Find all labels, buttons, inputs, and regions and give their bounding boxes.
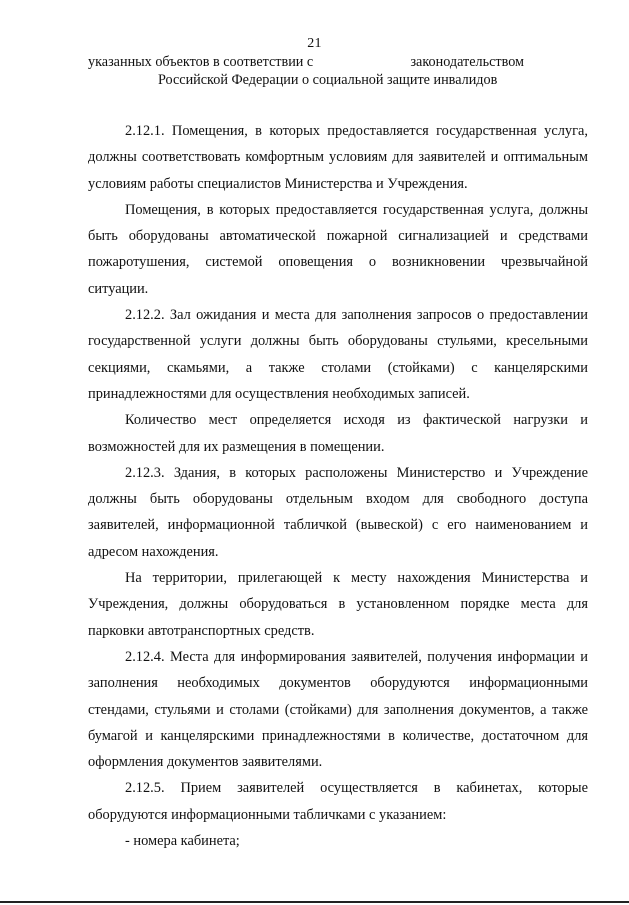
bottom-scan-edge <box>0 901 629 903</box>
heading-line-1 <box>88 54 524 71</box>
paragraph-2-12-1: 2.12.1. Помещения, в которых предоставляется государственная услуга, должны соответствовать комфортным условиям для заявителей и оптимальным условиям работы специалистов Министерства и Учреждения. <box>88 123 588 192</box>
heading-line-1-right: законодательством <box>410 54 524 70</box>
heading-line-2: Российской Федерации о социальной защите инвалидов <box>158 72 498 88</box>
list-item-room-number: - номера кабинета; <box>125 833 240 850</box>
page-number: 21 <box>307 36 322 51</box>
heading-line-1-left: указанных объектов в соответствии с <box>88 54 314 70</box>
paragraph-2-12-5: 2.12.5. Прием заявителей осуществляется в кабинетах, которые оборудуются информационными табличками с указанием: <box>88 780 588 823</box>
document-body <box>88 118 588 854</box>
paragraph-2-12-4: 2.12.4. Места для информирования заявителей, получения информации и заполнения необходимых документов оборудуются информационными стендами, стульями и столами (стойками) для заполнения документов, а также бумагой и канцелярскими принадлежностями в количестве, достаточном для оформления документов заявителями. <box>88 648 588 771</box>
paragraph-fire-safety: Помещения, в которых предоставляется государственная услуга, должны быть оборудованы автоматической пожарной сигнализацией и средствами пожаротушения, системой оповещения о возникновении чрезвычайной ситуации. <box>88 201 588 297</box>
paragraph-2-12-2: 2.12.2. Зал ожидания и места для заполнения запросов о предоставлении государственной услуги должны быть оборудованы стульями, кресельными секциями, скамьями, а также столами (стойками) с канцелярскими принадлежностями для осуществления необходимых записей. <box>88 307 588 402</box>
paragraph-parking: На территории, прилегающей к месту нахождения Министерства и Учреждения, должны оборудоваться в установленном порядке места для парковки автотранспортных средств. <box>88 570 588 639</box>
paragraph-2-12-3: 2.12.3. Здания, в которых расположены Министерство и Учреждение должны быть оборудованы отдельным входом для свободного доступа заявителей, информационной табличкой (вывеской) с его наименованием и адресом нахождения. <box>88 464 588 560</box>
paragraph-seat-count: Количество мест определяется исходя из фактической нагрузки и возможностей для их размещения в помещении. <box>88 412 588 455</box>
